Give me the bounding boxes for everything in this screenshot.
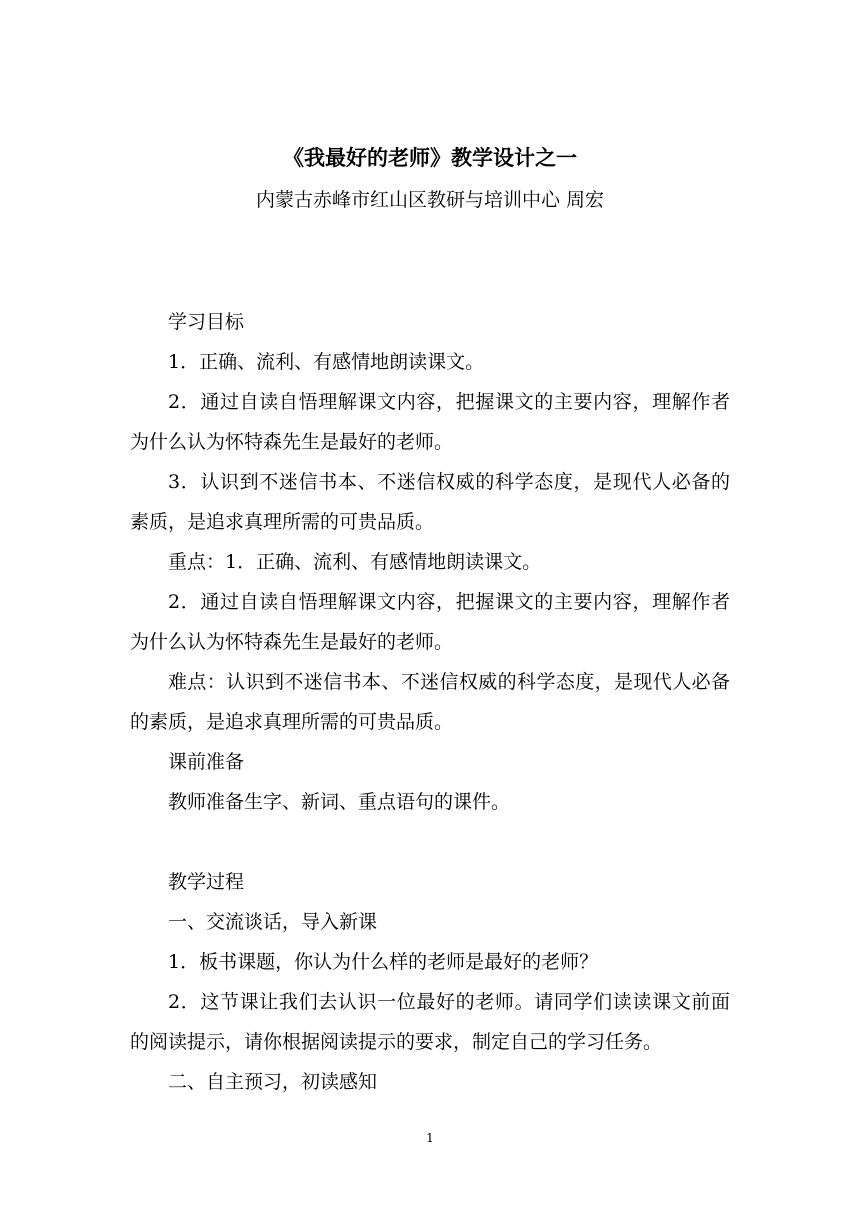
process-step-heading-1: 一、交流谈话，导入新课 xyxy=(168,911,378,933)
process-step-heading-2: 二、自主预习，初读感知 xyxy=(168,1071,378,1093)
key-point-2: 2．通过自读自悟理解课文内容，把握课文的主要内容，理解作者为什么认为怀特森先生是最好的老师。 xyxy=(130,591,730,653)
author-line: 内蒙古赤峰市红山区教研与培训中心 周宏 xyxy=(255,189,605,211)
objective-1: 1．正确、流利、有感情地朗读课文。 xyxy=(168,351,485,373)
objective-3: 3．认识到不迷信书本、不迷信权威的科学态度，是现代人必备的素质，是追求真理所需的可贵品质。 xyxy=(130,471,730,533)
difficult-point: 难点：认识到不迷信书本、不迷信权威的科学态度，是现代人必备的素质，是追求真理所需的可贵品质。 xyxy=(130,671,730,733)
preparation-text: 教师准备生字、新词、重点语句的课件。 xyxy=(168,791,511,813)
section-heading-preparation: 课前准备 xyxy=(168,751,245,773)
section-heading-objectives: 学习目标 xyxy=(168,311,245,333)
process-item-1: 1．板书课题，你认为什么样的老师是最好的老师？ xyxy=(168,951,599,973)
objective-2: 2．通过自读自悟理解课文内容，把握课文的主要内容，理解作者为什么认为怀特森先生是最好的老师。 xyxy=(130,391,730,453)
process-item-2: 2．这节课让我们去认识一位最好的老师。请同学们读读课文前面的阅读提示，请你根据阅读提示的要求，制定自己的学习任务。 xyxy=(130,991,730,1053)
key-point-1: 重点：1．正确、流利、有感情地朗读课文。 xyxy=(168,551,542,573)
section-heading-process: 教学过程 xyxy=(168,871,245,893)
document-body xyxy=(130,302,730,1102)
blank-line xyxy=(130,822,730,862)
document-title: 《我最好的老师》教学设计之一 xyxy=(283,145,577,170)
page-number: 1 xyxy=(426,1131,434,1145)
